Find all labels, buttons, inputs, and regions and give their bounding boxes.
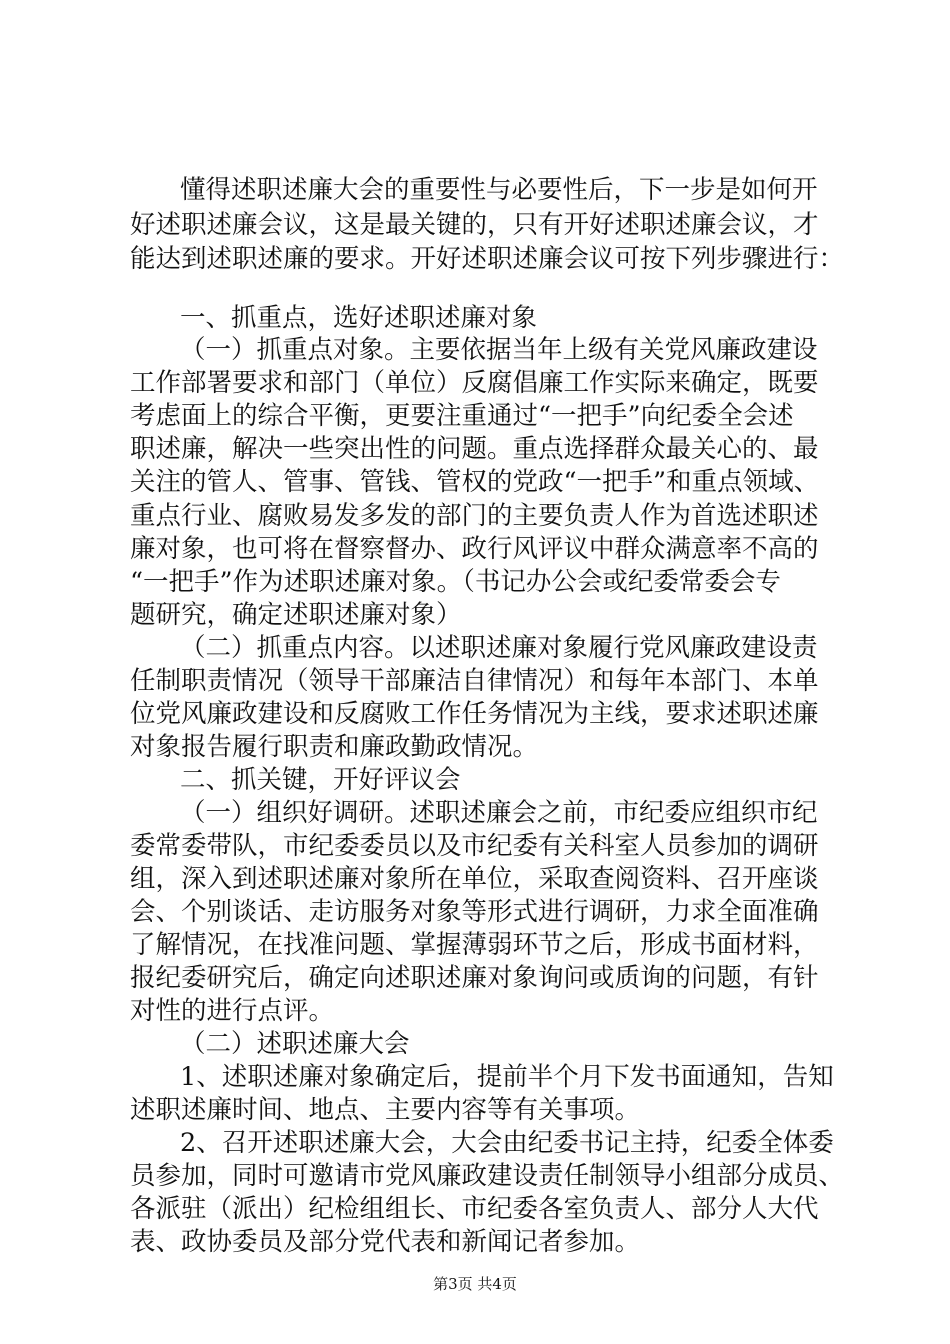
- text-line: 报纪委研究后，确定向述职述廉对象询问或质询的问题，有针: [130, 963, 819, 993]
- text-line: 任制职责情况（领导干部廉洁自律情况）和每年本部门、本单: [130, 666, 819, 696]
- page-number-footer: 第3页 共4页: [433, 1275, 517, 1293]
- section-heading: 一、抓重点，选好述职述廉对象: [180, 303, 538, 333]
- text-line: 了解情况，在找准问题、掌握薄弱环节之后，形成书面材料，: [130, 930, 819, 960]
- text-line: （一）抓重点对象。主要依据当年上级有关党风廉政建设: [180, 335, 818, 365]
- text-line: 好述职述廉会议，这是最关键的，只有开好述职述廉会议，才: [130, 210, 819, 240]
- text-line: 廉对象，也可将在督察督办、政行风评议中群众满意率不高的: [130, 534, 819, 564]
- text-line: 题研究，确定述职述廉对象）: [130, 600, 462, 630]
- text-line: 2、召开述职述廉大会，大会由纪委书记主持，纪委全体委: [180, 1128, 834, 1158]
- text-line: 懂得述职述廉大会的重要性与必要性后，下一步是如何开: [180, 175, 818, 205]
- section-heading: 二、抓关键，开好评议会: [180, 765, 461, 795]
- text-line: 各派驻（派出）纪检组组长、市纪委各室负责人、部分人大代: [130, 1194, 819, 1224]
- text-line: 表、政协委员及部分党代表和新闻记者参加。: [130, 1227, 641, 1257]
- text-line: 对性的进行点评。: [130, 996, 335, 1026]
- text-line: 职述廉，解决一些突出性的问题。重点选择群众最关心的、最: [130, 434, 819, 464]
- text-line: 工作部署要求和部门（单位）反腐倡廉工作实际来确定，既要: [130, 368, 819, 398]
- subsection-heading: （二）述职述廉大会: [180, 1029, 410, 1059]
- text-line: 重点行业、腐败易发多发的部门的主要负责人作为首选述职述: [130, 501, 819, 531]
- text-line: 述职述廉时间、地点、主要内容等有关事项。: [130, 1095, 641, 1125]
- text-line: “一把手”作为述职述廉对象。（书记办公会或纪委常委会专: [130, 567, 781, 597]
- text-line: 组，深入到述职述廉对象所在单位，采取查阅资料、召开座谈: [130, 864, 819, 894]
- text-line: 位党风廉政建设和反腐败工作任务情况为主线，要求述职述廉: [130, 699, 819, 729]
- text-line: 关注的管人、管事、管钱、管权的党政“一把手”和重点领域、: [130, 467, 820, 497]
- text-line: （一）组织好调研。述职述廉会之前，市纪委应组织市纪: [180, 798, 818, 828]
- text-line: 考虑面上的综合平衡，更要注重通过“一把手”向纪委全会述: [130, 401, 794, 431]
- text-line: 能达到述职述廉的要求。开好述职述廉会议可按下列步骤进行：: [130, 244, 845, 274]
- text-line: 员参加，同时可邀请市党风廉政建设责任制领导小组部分成员、: [130, 1161, 845, 1191]
- text-line: 对象报告履行职责和廉政勤政情况。: [130, 732, 539, 762]
- text-line: （二）抓重点内容。以述职述廉对象履行党风廉政建设责: [180, 633, 818, 663]
- text-line: 会、个别谈话、走访服务对象等形式进行调研，力求全面准确: [130, 897, 819, 927]
- text-line: 1、述职述廉对象确定后，提前半个月下发书面通知，告知: [180, 1062, 834, 1092]
- text-line: 委常委带队，市纪委委员以及市纪委有关科室人员参加的调研: [130, 831, 819, 861]
